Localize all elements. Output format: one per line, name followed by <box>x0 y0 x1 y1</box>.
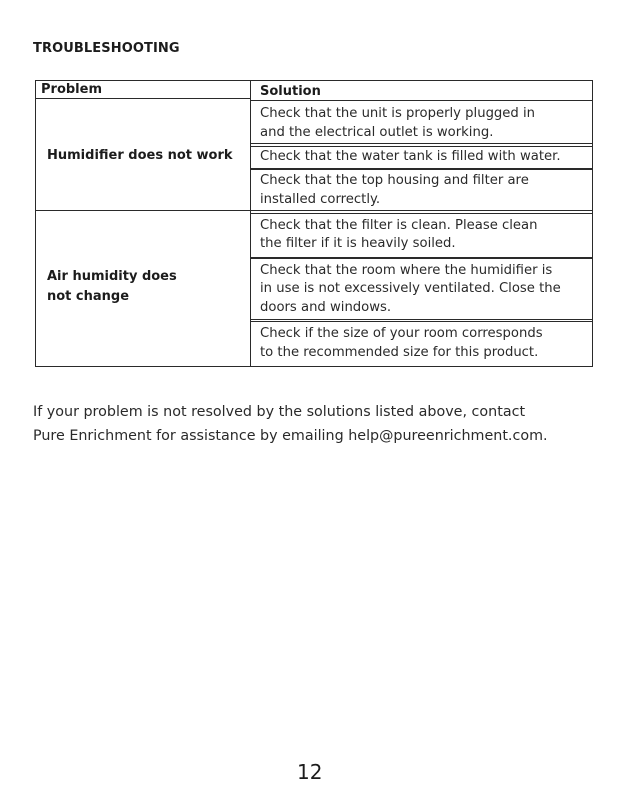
page-number: 12 <box>297 760 323 784</box>
solution-text: to the recommended size for this product. <box>260 345 539 360</box>
solution-text: Check if the size of your room corresponds <box>260 326 543 341</box>
problem-text: Humidifier does not work <box>47 148 233 163</box>
contact-note-line: Pure Enrichment for assistance by emailing help@pureenrichment.com. <box>33 428 548 444</box>
problem-text: Air humidity does <box>47 269 177 284</box>
solution-text: Check that the water tank is filled with water. <box>260 149 561 164</box>
problem-text: not change <box>47 289 130 304</box>
solution-text: installed correctly. <box>260 192 381 207</box>
solution-header: Solution <box>260 84 321 99</box>
solution-text: Check that the filter is clean. Please clean <box>260 218 538 233</box>
solution-text: Check that the room where the humidifier is <box>260 263 553 278</box>
solution-text: in use is not excessively ventilated. Close the <box>260 281 561 296</box>
troubleshooting-table <box>35 80 593 367</box>
contact-note-line: If your problem is not resolved by the solutions listed above, contact <box>33 404 526 420</box>
solution-text: Check that the unit is properly plugged in <box>260 106 536 121</box>
solution-text: and the electrical outlet is working. <box>260 125 494 140</box>
solution-text: the filter if it is heavily soiled. <box>260 236 456 251</box>
solution-text: doors and windows. <box>260 300 392 315</box>
solution-text: Check that the top housing and filter are <box>260 173 529 188</box>
problem-header: Problem <box>41 82 102 97</box>
section-title: TROUBLESHOOTING <box>33 41 180 56</box>
